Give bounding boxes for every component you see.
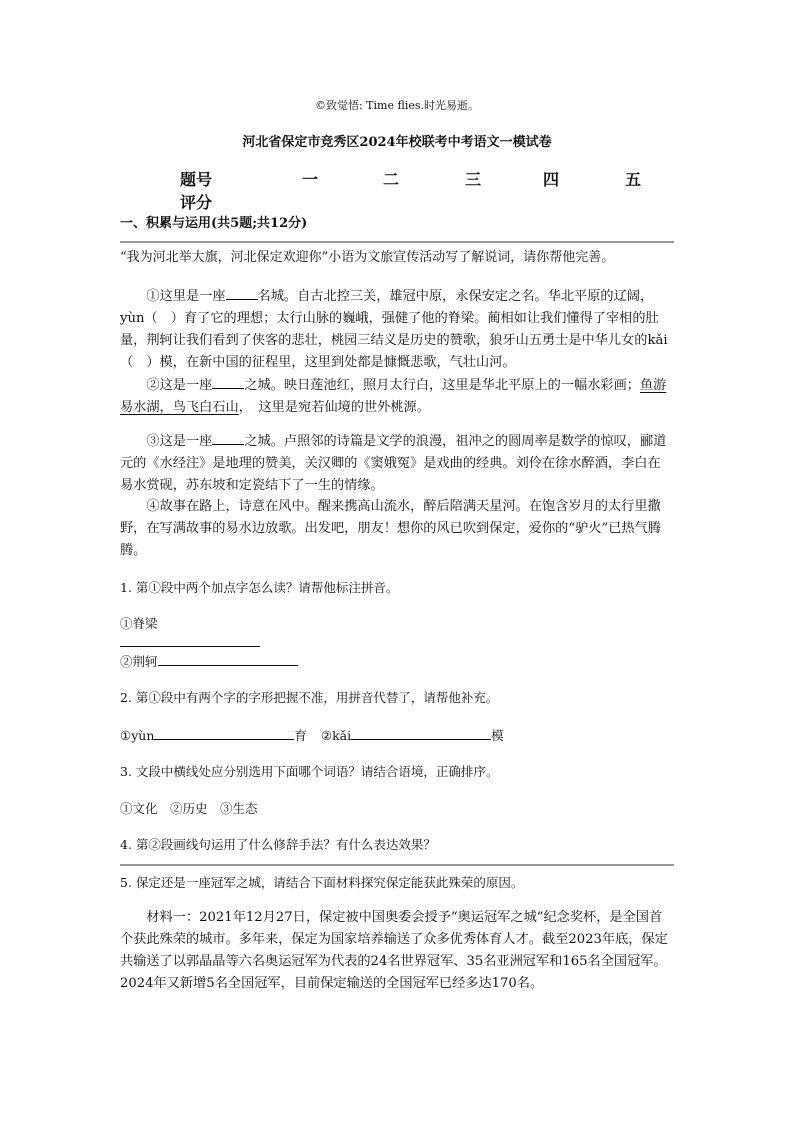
q1-item-b: ②荆轲 <box>120 654 158 669</box>
score-col-3: 三 <box>465 170 482 189</box>
q2-a-blank[interactable] <box>154 725 294 740</box>
q1-item-a: ①脊梁 <box>120 616 158 631</box>
section-title: 一、积累与运用(共5题;共12分) <box>120 216 308 231</box>
p2-end: ， 这里是宛若仙境的世外桃源。 <box>238 400 430 415</box>
p3-start: ③这是一座 <box>146 434 213 449</box>
p2-start: ②这是一座 <box>146 378 213 393</box>
p1-start: ①这里是一座 <box>146 289 226 304</box>
score-col-2: 二 <box>383 170 400 189</box>
paragraph-4: ④故事在路上，诗意在风中。醒来携高山流水，醉后陪满天星河。在饱含岁月的太行里撒野，在写满故事的易水边放歌。出发吧，朋友！想你的风已吹到保定，爱你的“驴火”已热气腾腾。 <box>120 499 661 558</box>
score-col-4: 四 <box>543 170 560 189</box>
q2-b-blank[interactable] <box>351 725 491 740</box>
q2-items-row <box>120 725 504 744</box>
paragraph-1 <box>120 285 670 374</box>
divider-top <box>120 241 674 243</box>
p2-mid: 之城。映日莲池红，照月太行白，这里是华北平原上的一幅水彩画； <box>244 378 640 393</box>
divider-bottom <box>120 864 674 866</box>
p3-rest: 之城。卢照邻的诗篇是文学的浪漫，祖冲之的圆周率是数学的惊叹，郦道元的《水经注》是地理的赞美，关汉卿的《窦娥冤》是戏曲的经典。刘伶在徐水醉酒，李白在易水赏砚，苏东坡和定瓷结下了一生的情缘。 <box>120 434 667 493</box>
score-col-5: 五 <box>625 170 642 189</box>
intro-text: “我为河北举大旗，河北保定欢迎你”小语为文旅宣传活动写了解说词，请你帮他完善。 <box>120 250 615 265</box>
paragraph-3 <box>120 430 670 497</box>
score-row-label: 题号 <box>180 170 213 189</box>
p1-blank[interactable] <box>226 285 258 300</box>
q1-item-b-row <box>120 651 298 670</box>
question-3: 3. 文段中横线处应分别选用下面哪个词语？请结合语境，正确排序。 <box>120 764 499 779</box>
header-note: ©致觉悟: Time flies.时光易逝。 <box>314 99 479 112</box>
question-1: 1. 第①段中两个加点字怎么读？请帮他标注拼音。 <box>120 580 399 595</box>
q2-b-pinyin: ②kǎi <box>320 728 352 743</box>
q3-options: ①文化 ②历史 ③生态 <box>120 801 258 816</box>
material-1: 材料一：2021年12月27日，保定被中国奥委会授予“奥运冠军之城”纪念奖杯，是全国首个获此殊荣的城市。多年来，保定为国家培养输送了众多优秀体育人才。截至2023年底，保定共输送了以郭晶晶等六名奥运冠军为代表的24名世界冠军、35名亚洲冠军和165名全国冠军。2024年又新增5名全国冠军，目前保定输送的全国冠军已经多达170名。 <box>120 910 668 991</box>
p3-blank[interactable] <box>212 430 244 445</box>
q2-a-pinyin: ①yùn <box>120 728 155 743</box>
page-title: 河北省保定市竞秀区2024年校联考中考语文一模试卷 <box>242 135 552 150</box>
q1-answer-line-a[interactable] <box>120 646 260 647</box>
score-table-header <box>180 167 660 189</box>
q2-b-suffix: 模 <box>491 728 504 743</box>
p1-rest: 名城。自古北控三关，雄冠中原，永保安定之名。华北平原的辽阔，yùn（ ）育了它的理想；太行山脉的巍峨，强健了他的脊梁。蔺相如让我们懂得了宰相的肚量，荆轲让我们看到了侠客的悲壮，桃园三结义是历史的赞歌，狼牙山五勇士是中华儿女的kǎi（ ）模，在新中国的征程里，这里到处都是慷慨悲歌，气壮山河。 <box>120 289 668 370</box>
question-4: 4. 第②段画线句运用了什么修辞手法？有什么表达效果？ <box>120 837 436 852</box>
question-5: 5. 保定还是一座冠军之城，请结合下面材料探究保定能获此殊荣的原因。 <box>120 875 524 890</box>
q1-answer-line-b[interactable] <box>158 651 298 666</box>
q2-a-suffix: 育 <box>294 728 307 743</box>
p2-blank[interactable] <box>212 374 244 389</box>
score-label: 评分 <box>180 193 213 212</box>
p2-underlined-sentence: 鱼游易水湖，鸟飞白石山 <box>120 378 667 415</box>
score-col-1: 一 <box>302 170 319 189</box>
question-2: 2. 第①段中有两个字的字形把握不准，用拼音代替了，请帮他补充。 <box>120 690 499 705</box>
paragraph-2 <box>120 374 670 419</box>
